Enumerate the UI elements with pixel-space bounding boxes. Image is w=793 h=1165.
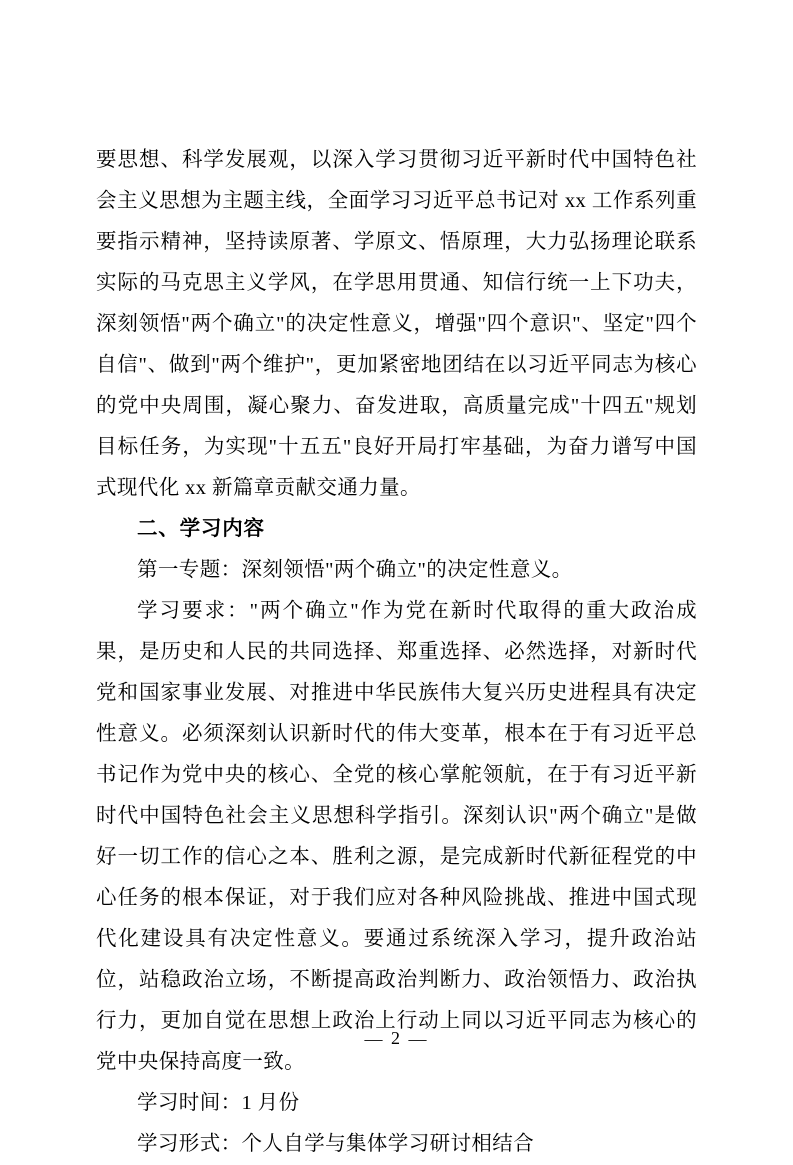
document-body [96, 140, 697, 1165]
paragraph-study-form: 学习形式：个人自学与集体学习研讨相结合 [137, 1133, 535, 1155]
page-number: 2 [391, 1028, 402, 1048]
footer-left-rule: — [364, 1029, 385, 1050]
page-footer [0, 1028, 793, 1050]
paragraph-opening-continued: 要思想、科学发展观，以深入学习贯彻习近平新时代中国特色社会主义思想为主题主线，全面学习习近平总书记对 xx 工作系列重要指示精神，坚持读原著、学原文、悟原理，大力弘扬理论联系实际的马克思主义学风，在学思用贯通、知信行统一上下功夫，深刻领悟"两个确立"的决定性意义，增强"四个意识"、坚定"四个自信"、做到"两个维护"，更加紧密地团结在以习近平同志为核心的党中央周围，凝心聚力、奋发进取，高质量完成"十四五"规划目标任务，为实现"十五五"良好开局打牢基础，为奋力谱写中国式现代化 xx 新篇章贡献交通力量。 [96, 149, 697, 499]
footer-right-rule: — [408, 1029, 429, 1050]
paragraph-topic-one: 第一专题：深刻领悟"两个确立"的决定性意义。 [137, 559, 573, 581]
paragraph-study-requirement: 学习要求："两个确立"作为党在新时代取得的重大政治成果，是历史和人民的共同选择、郑重选择、必然选择，对新时代党和国家事业发展、对推进中华民族伟大复兴历史进程具有决定性意义。必须深刻认识新时代的伟大变革，根本在于有习近平总书记作为党中央的核心、全党的核心掌舵领航，在于有习近平新时代中国特色社会主义思想科学指引。深刻认识"两个确立"是做好一切工作的信心之本、胜利之源，是完成新时代新征程党的中心任务的根本保证，对于我们应对各种风险挑战、推进中国式现代化建设具有决定性意义。要通过系统深入学习，提升政治站位，站稳政治立场，不断提高政治判断力、政治领悟力、政治执行力，更加自觉在思想上政治上行动上同以习近平同志为核心的党中央保持高度一致。 [96, 600, 697, 1073]
paragraph-study-time: 学习时间：1 月份 [137, 1092, 300, 1114]
heading-study-content: 二、学习内容 [137, 518, 265, 540]
